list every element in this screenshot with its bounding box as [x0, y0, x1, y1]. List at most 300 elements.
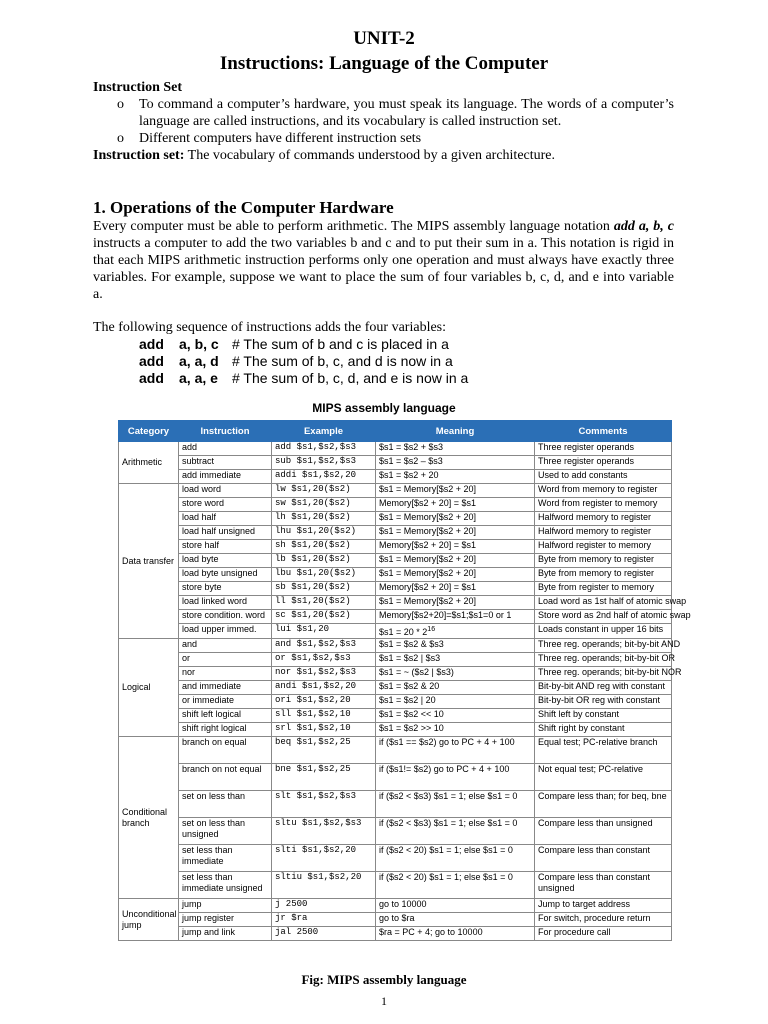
- meaning-cell: [376, 872, 535, 899]
- example-cell: [272, 845, 376, 872]
- meaning-cell: [376, 456, 535, 470]
- comment-text: Three register operands: [538, 456, 635, 466]
- example-cell: [272, 498, 376, 512]
- example-text: srl $s1,$s2,10: [275, 723, 351, 733]
- comment-cell: [535, 737, 672, 764]
- meaning-cell: [376, 709, 535, 723]
- instruction-cell: [179, 582, 272, 596]
- example-text: lb $s1,20($s2): [275, 554, 351, 564]
- meaning-cell: [376, 470, 535, 484]
- instruction-cell: [179, 927, 272, 941]
- code-block: [139, 336, 468, 387]
- meaning-cell: [376, 667, 535, 681]
- meaning-text: $s1 = Memory[$s2 + 20]: [379, 554, 477, 564]
- example-cell: [272, 526, 376, 540]
- page-number: 1: [381, 994, 387, 1008]
- meaning-text: $s1 = 20 * 2: [379, 627, 428, 637]
- meaning-cell: [376, 723, 535, 737]
- example-text: lui $s1,20: [275, 624, 330, 634]
- comment-text: Word from register to memory: [538, 498, 658, 508]
- meaning-text: $s1 = $s2 << 10: [379, 709, 444, 719]
- meaning-text: if ($s1!= $s2) go to PC + 4 + 100: [379, 764, 510, 774]
- example-cell: [272, 653, 376, 667]
- meaning-text: $s1 = Memory[$s2 + 20]: [379, 512, 477, 522]
- instruction-cell: [179, 456, 272, 470]
- example-cell: [272, 512, 376, 526]
- comment-cell: [535, 568, 672, 582]
- comment-cell: [535, 624, 672, 639]
- example-cell: [272, 582, 376, 596]
- example-cell: [272, 695, 376, 709]
- table-row: [119, 667, 672, 681]
- table-row: [119, 737, 672, 764]
- comment-cell: [535, 582, 672, 596]
- meaning-cell: [376, 927, 535, 941]
- example-cell: [272, 709, 376, 723]
- example-text: bne $s1,$s2,25: [275, 764, 351, 774]
- comment-text: Three reg. operands; bit-by-bit AND: [538, 639, 681, 649]
- example-cell: [272, 927, 376, 941]
- table-row: [119, 695, 672, 709]
- meaning-text: $s1 = Memory[$s2 + 20]: [379, 568, 477, 578]
- meaning-cell: [376, 624, 535, 639]
- instruction-text: and: [182, 639, 198, 649]
- table-row: [119, 610, 672, 624]
- instruction-cell: [179, 845, 272, 872]
- example-text: andi $s1,$s2,20: [275, 681, 357, 691]
- instruction-text: branch on not equal: [182, 764, 262, 774]
- example-cell: [272, 639, 376, 653]
- example-text: slti $s1,$s2,20: [275, 845, 357, 855]
- meaning-text: $s1 = $s2 & 20: [379, 681, 440, 691]
- code-op: add: [139, 370, 164, 386]
- code-op: add: [139, 353, 164, 369]
- instruction-cell: [179, 610, 272, 624]
- comment-cell: [535, 526, 672, 540]
- example-cell: [272, 442, 376, 456]
- table-row: [119, 442, 672, 456]
- meaning-cell: [376, 737, 535, 764]
- instruction-text: jump and link: [182, 927, 236, 937]
- meaning-text: $s1 = $s2 – $s3: [379, 456, 443, 466]
- meaning-text: $s1 = Memory[$s2 + 20]: [379, 484, 477, 494]
- example-text: slt $s1,$s2,$s3: [275, 791, 357, 801]
- bullet-item: [93, 96, 674, 130]
- para-text: Every computer must be able to perform arithmetic. The MIPS assembly language notation: [93, 219, 614, 234]
- comment-text: Halfword memory to register: [538, 512, 652, 522]
- instruction-text: subtract: [182, 456, 215, 466]
- bullet-marker: o: [117, 97, 124, 112]
- instruction-text: or immediate: [182, 695, 235, 705]
- example-cell: [272, 624, 376, 639]
- comment-text: Used to add constants: [538, 470, 628, 480]
- example-cell: [272, 737, 376, 764]
- para-text: instructs a computer to add the two variables b and c and to put their sum in a. This notation is rigid in that each MIPS arithmetic instruction performs only one operation and must always have exactly three variables. For example, suppose we want to place the sum of four variables b, c, d, and e into variable a.: [93, 236, 674, 302]
- meaning-cell: [376, 610, 535, 624]
- example-text: sc $s1,20($s2): [275, 610, 351, 620]
- comment-text: Loads constant in upper 16 bits: [538, 624, 664, 634]
- example-text: addi $s1,$s2,20: [275, 470, 357, 480]
- comment-cell: [535, 927, 672, 941]
- example-cell: [272, 554, 376, 568]
- column-header: Category: [119, 421, 179, 442]
- bullet-text: To command a computer’s hardware, you must speak its language. The words of a computer’s language are called instructions, and its vocabulary is called instruction set.: [139, 97, 674, 129]
- instruction-text: set on less than unsigned: [182, 818, 246, 839]
- instruction-cell: [179, 872, 272, 899]
- example-text: jal 2500: [275, 927, 319, 937]
- meaning-text: $s1 = $s2 + $s3: [379, 442, 444, 452]
- comment-text: Equal test; PC-relative branch: [538, 737, 658, 747]
- meaning-cell: [376, 568, 535, 582]
- instruction-text: set less than immediate unsigned: [182, 872, 263, 893]
- instruction-text: add immediate: [182, 470, 242, 480]
- meaning-text: $s1 = Memory[$s2 + 20]: [379, 526, 477, 536]
- comment-cell: [535, 596, 687, 610]
- meaning-text: Memory[$s2+20]=$s1;$s1=0 or 1: [379, 610, 512, 620]
- table-row: [119, 653, 672, 667]
- instruction-cell: [179, 526, 272, 540]
- meaning-text: $s1 = ~ ($s2 | $s3): [379, 667, 454, 677]
- example-text: sh $s1,20($s2): [275, 540, 351, 550]
- code-comment: # The sum of b, c, and d is now in a: [232, 353, 453, 369]
- code-line: [139, 336, 468, 353]
- table-row: [119, 498, 672, 512]
- table-row: [119, 681, 672, 695]
- comment-text: Compare less than constant: [538, 845, 651, 855]
- category-cell: Logical: [119, 639, 179, 737]
- instruction-text: shift right logical: [182, 723, 247, 733]
- comment-text: Compare less than unsigned: [538, 818, 653, 828]
- meaning-cell: [376, 639, 535, 653]
- example-cell: [272, 568, 376, 582]
- example-cell: [272, 818, 376, 845]
- instruction-text: set on less than: [182, 791, 246, 801]
- table-body: [119, 442, 691, 941]
- instruction-cell: [179, 737, 272, 764]
- category-cell: Arithmetic: [119, 442, 179, 484]
- table-row: [119, 596, 672, 610]
- meaning-text: $s1 = Memory[$s2 + 20]: [379, 596, 477, 606]
- meaning-text: $ra = PC + 4; go to 10000: [379, 927, 483, 937]
- meaning-text: if ($s2 < 20) $s1 = 1; else $s1 = 0: [379, 845, 513, 855]
- instruction-cell: [179, 723, 272, 737]
- instruction-cell: [179, 554, 272, 568]
- example-text: add $s1,$s2,$s3: [275, 442, 357, 452]
- column-header: Meaning: [376, 421, 535, 442]
- comment-cell: [535, 540, 672, 554]
- example-text: sb $s1,20($s2): [275, 582, 351, 592]
- comment-text: Byte from memory to register: [538, 568, 655, 578]
- example-cell: [272, 872, 376, 899]
- code-line: [139, 370, 468, 387]
- instruction-text: and immediate: [182, 681, 242, 691]
- comment-cell: [535, 470, 672, 484]
- table-row: [119, 456, 672, 470]
- table-row: [119, 913, 672, 927]
- meaning-text: go to 10000: [379, 899, 427, 909]
- comment-cell: [535, 845, 672, 872]
- example-text: sub $s1,$s2,$s3: [275, 456, 357, 466]
- example-text: sltiu $s1,$s2,20: [275, 872, 362, 882]
- table-row: [119, 554, 672, 568]
- instruction-text: store byte: [182, 582, 222, 592]
- comment-cell: [535, 442, 672, 456]
- instruction-cell: [179, 568, 272, 582]
- example-text: ori $s1,$s2,20: [275, 695, 351, 705]
- table-row: [119, 791, 672, 818]
- comment-cell: [535, 723, 672, 737]
- comment-cell: [535, 554, 672, 568]
- instruction-text: load byte unsigned: [182, 568, 258, 578]
- example-cell: [272, 723, 376, 737]
- example-text: sll $s1,$s2,10: [275, 709, 351, 719]
- meaning-cell: [376, 791, 535, 818]
- meaning-cell: [376, 484, 535, 498]
- example-text: ll $s1,20($s2): [275, 596, 351, 606]
- comment-text: Halfword memory to register: [538, 526, 652, 536]
- meaning-cell: [376, 596, 535, 610]
- meaning-cell: [376, 512, 535, 526]
- code-args: a, a, e: [179, 370, 218, 386]
- comment-cell: [535, 899, 672, 913]
- comment-cell: [535, 456, 672, 470]
- instruction-cell: [179, 681, 272, 695]
- instruction-cell: [179, 512, 272, 526]
- comment-text: Shift right by constant: [538, 723, 625, 733]
- table-row: [119, 872, 672, 899]
- table-row: [119, 624, 672, 639]
- instruction-text: branch on equal: [182, 737, 247, 747]
- instruction-text: load half unsigned: [182, 526, 256, 536]
- meaning-cell: [376, 845, 535, 872]
- comment-cell: [535, 498, 672, 512]
- instruction-cell: [179, 653, 272, 667]
- instruction-text: store word: [182, 498, 225, 508]
- instruction-cell: [179, 498, 272, 512]
- example-cell: [272, 913, 376, 927]
- comment-cell: [535, 695, 672, 709]
- definition-text: The vocabulary of commands understood by a given architecture.: [184, 148, 556, 163]
- category-cell: Data transfer: [119, 484, 179, 639]
- instruction-set-heading: Instruction Set: [93, 80, 183, 95]
- inline-code: add a, b, c: [613, 219, 675, 234]
- meaning-text: Memory[$s2 + 20] = $s1: [379, 540, 477, 550]
- instruction-text: set less than immediate: [182, 845, 233, 866]
- instruction-text: jump register: [182, 913, 235, 923]
- comment-text: Not equal test; PC-relative: [538, 764, 644, 774]
- example-cell: [272, 791, 376, 818]
- instruction-text: nor: [182, 667, 196, 677]
- example-cell: [272, 610, 376, 624]
- comment-cell: [535, 818, 672, 845]
- instruction-text: jump: [182, 899, 202, 909]
- instruction-text: load upper immed.: [182, 624, 257, 634]
- table-header-row: [119, 421, 672, 442]
- unit-heading: UNIT-2: [353, 28, 415, 49]
- comment-text: Compare less than constant unsigned: [538, 872, 651, 893]
- table-row: [119, 540, 672, 554]
- comment-text: Bit-by-bit OR reg with constant: [538, 695, 661, 705]
- table-row: [119, 582, 672, 596]
- meaning-cell: [376, 818, 535, 845]
- comment-cell: [535, 764, 672, 791]
- mips-table: [118, 420, 691, 941]
- instruction-text: or: [182, 653, 191, 663]
- code-line: [139, 353, 468, 370]
- definition-label: Instruction set:: [93, 148, 185, 163]
- meaning-cell: [376, 764, 535, 791]
- comment-cell: [535, 667, 682, 681]
- table-row: [119, 709, 672, 723]
- meaning-text: if ($s1 == $s2) go to PC + 4 + 100: [379, 737, 515, 747]
- instruction-text: store condition. word: [182, 610, 266, 620]
- comment-text: Load word as 1st half of atomic swap: [538, 596, 687, 606]
- meaning-cell: [376, 554, 535, 568]
- table-row: [119, 818, 672, 845]
- instruction-cell: [179, 791, 272, 818]
- example-text: jr $ra: [275, 913, 308, 923]
- comment-text: Store word as 2nd half of atomic swap: [538, 610, 691, 620]
- meaning-cell: [376, 526, 535, 540]
- example-text: and $s1,$s2,$s3: [275, 639, 357, 649]
- example-text: lh $s1,20($s2): [275, 512, 351, 522]
- category-cell: Conditional branch: [119, 737, 179, 899]
- code-comment: # The sum of b and c is placed in a: [232, 336, 449, 352]
- code-op: add: [139, 336, 164, 352]
- table-title: MIPS assembly language: [312, 401, 456, 415]
- comment-cell: [535, 653, 676, 667]
- instruction-cell: [179, 695, 272, 709]
- comment-cell: [535, 484, 672, 498]
- table-row: [119, 927, 672, 941]
- page-title: Instructions: Language of the Computer: [219, 53, 549, 74]
- example-text: lhu $s1,20($s2): [275, 526, 357, 536]
- instruction-cell: [179, 470, 272, 484]
- comment-text: For switch, procedure return: [538, 913, 651, 923]
- comment-cell: [535, 709, 672, 723]
- comment-text: Bit-by-bit AND reg with constant: [538, 681, 666, 691]
- example-text: beq $s1,$s2,25: [275, 737, 351, 747]
- instruction-cell: [179, 899, 272, 913]
- comment-text: Byte from memory to register: [538, 554, 655, 564]
- instruction-cell: [179, 667, 272, 681]
- meaning-text: go to $ra: [379, 913, 415, 923]
- code-comment: # The sum of b, c, d, and e is now in a: [232, 370, 469, 386]
- instruction-text: shift left logical: [182, 709, 242, 719]
- column-header: Instruction: [179, 421, 272, 442]
- figure-caption: Fig: MIPS assembly language: [301, 972, 467, 987]
- column-header: Example: [272, 421, 376, 442]
- comment-text: Byte from register to memory: [538, 582, 655, 592]
- meaning-cell: [376, 653, 535, 667]
- meaning-cell: [376, 582, 535, 596]
- meaning-text: $s1 = $s2 | 20: [379, 695, 436, 705]
- meaning-cell: [376, 498, 535, 512]
- example-text: j 2500: [275, 899, 308, 909]
- example-text: nor $s1,$s2,$s3: [275, 667, 357, 677]
- instruction-text: load byte: [182, 554, 219, 564]
- comment-cell: [535, 872, 672, 899]
- comment-text: Three reg. operands; bit-by-bit OR: [538, 653, 676, 663]
- bullet-item: [93, 130, 674, 147]
- comment-text: Halfword register to memory: [538, 540, 652, 550]
- section-heading: 1. Operations of the Computer Hardware: [93, 198, 394, 217]
- comment-text: Three register operands: [538, 442, 635, 452]
- instruction-cell: [179, 624, 272, 639]
- instruction-cell: [179, 709, 272, 723]
- example-cell: [272, 540, 376, 554]
- meaning-text: if ($s2 < $s3) $s1 = 1; else $s1 = 0: [379, 791, 518, 801]
- example-text: lw $s1,20($s2): [275, 484, 351, 494]
- table-row: [119, 484, 672, 498]
- meaning-cell: [376, 681, 535, 695]
- meaning-cell: [376, 913, 535, 927]
- example-cell: [272, 667, 376, 681]
- instruction-text: load linked word: [182, 596, 248, 606]
- table-row: [119, 723, 672, 737]
- table-row: [119, 764, 672, 791]
- meaning-text: if ($s2 < 20) $s1 = 1; else $s1 = 0: [379, 872, 513, 882]
- example-cell: [272, 470, 376, 484]
- meaning-text: $s1 = $s2 | $s3: [379, 653, 441, 663]
- instruction-text: load half: [182, 512, 217, 522]
- instruction-text: add: [182, 442, 198, 452]
- instruction-cell: [179, 764, 272, 791]
- table-row: [119, 568, 672, 582]
- comment-cell: [535, 791, 672, 818]
- code-args: a, a, d: [179, 353, 219, 369]
- meaning-text: $s1 = $s2 >> 10: [379, 723, 444, 733]
- instruction-set-bullets: [93, 96, 674, 147]
- instruction-cell: [179, 639, 272, 653]
- comment-cell: [535, 512, 672, 526]
- instruction-text: store half: [182, 540, 220, 550]
- instruction-cell: [179, 913, 272, 927]
- comment-cell: [535, 639, 681, 653]
- meaning-text: $s1 = $s2 & $s3: [379, 639, 444, 649]
- comment-text: Three reg. operands; bit-by-bit NOR: [538, 667, 682, 677]
- comment-text: Compare less than; for beq, bne: [538, 791, 667, 801]
- meaning-text: Memory[$s2 + 20] = $s1: [379, 498, 477, 508]
- example-cell: [272, 899, 376, 913]
- table-row: [119, 512, 672, 526]
- meaning-text: $s1 = $s2 + 20: [379, 470, 439, 480]
- instruction-text: load word: [182, 484, 222, 494]
- meaning-cell: [376, 695, 535, 709]
- comment-cell: [535, 610, 691, 624]
- instruction-cell: [179, 596, 272, 610]
- meaning-text: Memory[$s2 + 20] = $s1: [379, 582, 477, 592]
- bullet-marker: o: [117, 131, 124, 146]
- table-row: [119, 639, 672, 653]
- table-row: [119, 845, 672, 872]
- meaning-text: if ($s2 < $s3) $s1 = 1; else $s1 = 0: [379, 818, 518, 828]
- column-header: Comments: [535, 421, 672, 442]
- bullet-text: Different computers have different instruction sets: [139, 131, 422, 146]
- section-paragraph: [93, 218, 674, 303]
- instruction-cell: [179, 818, 272, 845]
- category-cell: Unconditional jump: [119, 899, 179, 941]
- code-args: a, b, c: [179, 336, 219, 352]
- comment-cell: [535, 913, 672, 927]
- example-text: sw $s1,20($s2): [275, 498, 351, 508]
- example-cell: [272, 456, 376, 470]
- exponent-text: 16: [427, 626, 436, 633]
- example-cell: [272, 484, 376, 498]
- example-text: lbu $s1,20($s2): [275, 568, 357, 578]
- table-row: [119, 526, 672, 540]
- example-cell: [272, 596, 376, 610]
